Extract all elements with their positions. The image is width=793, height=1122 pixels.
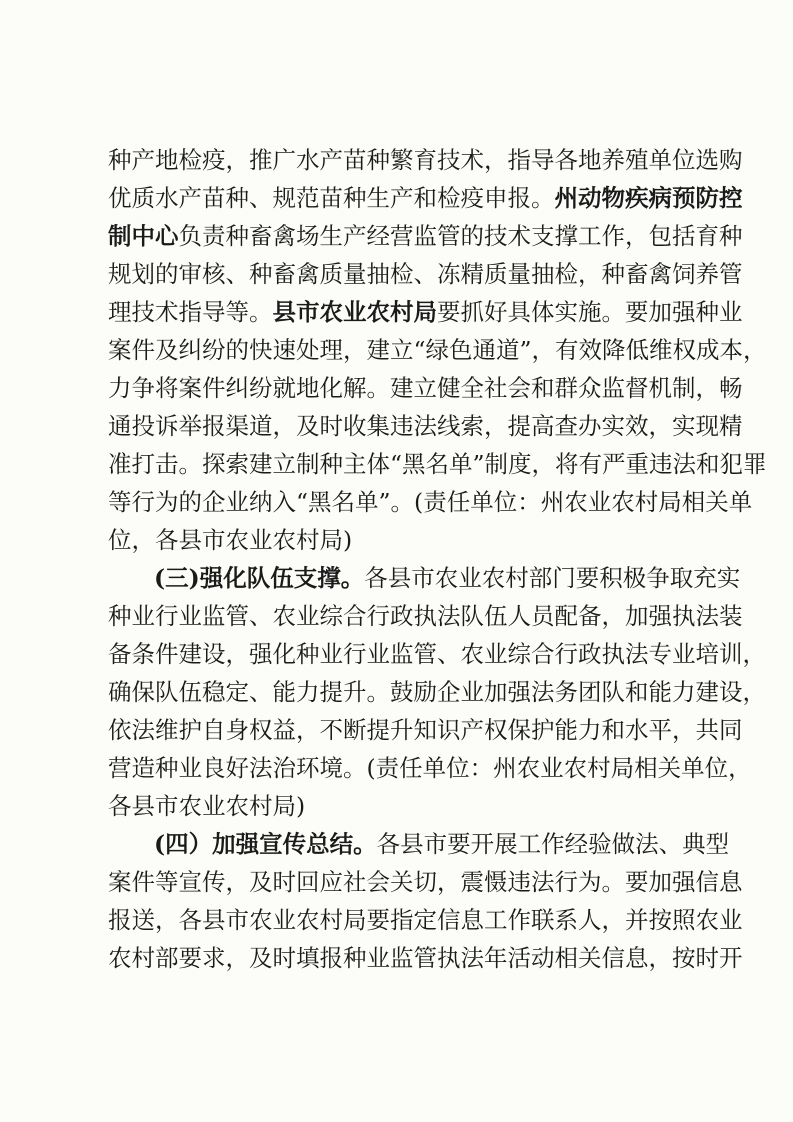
text-line: [108, 597, 743, 635]
text-segment: 位，各县市农业农村局): [108, 526, 353, 554]
text-line: [108, 179, 743, 217]
text-line: [108, 483, 753, 521]
text-segment: 案件及纠纷的快速处理，建立“绿色通道”，有效降低维权成本，: [108, 336, 767, 364]
text-segment: 等行为的企业纳入“黑名单”。(责任单位：州农业农村局相关单: [108, 488, 753, 516]
text-segment: 各县市农业农村部门要积极争取充实: [364, 564, 741, 592]
text-line: [108, 749, 752, 787]
text-segment: 种产地检疫，推广水产苗种繁育技术，指导各地养殖单位选购: [108, 146, 743, 174]
text-line: [108, 521, 692, 559]
text-line: [108, 217, 743, 255]
text-line: [108, 825, 730, 863]
text-line: [108, 787, 692, 825]
text-segment: 案件等宣传，及时回应社会关切，震慑违法行为。要加强信息: [108, 868, 743, 896]
text-segment: 力争将案件纠纷就地化解。建立健全社会和群众监督机制，畅: [108, 374, 743, 402]
text-segment: 通投诉举报渠道，及时收集违法线索，提高查办实效，实现精: [108, 412, 743, 440]
text-segment: 各县市农业农村局): [108, 792, 306, 820]
body-text: [108, 141, 767, 977]
text-segment: 农村部要求，及时填报种业监管执法年活动相关信息，按时开: [108, 944, 743, 972]
bold-text-segment: 县市农业农村局: [272, 298, 437, 326]
text-segment: 优质水产苗种、规范苗种生产和检疫申报。: [108, 184, 555, 212]
text-line: [108, 901, 743, 939]
text-line: [108, 863, 743, 901]
text-line: [108, 939, 743, 977]
bold-text-segment: (四）加强宣传总结。: [154, 830, 377, 858]
text-line: [108, 407, 743, 445]
text-line: [108, 369, 743, 407]
text-segment: 规划的审核、种畜禽质量抽检、冻精质量抽检，种畜禽饲养管: [108, 260, 743, 288]
text-line: [108, 711, 743, 749]
bold-text-segment: (三)强化队伍支撑。: [154, 564, 365, 592]
text-line: [108, 293, 743, 331]
text-line: [108, 255, 743, 293]
text-segment: 理技术指导等。: [108, 298, 273, 326]
text-segment: 备条件建设，强化种业行业监管、农业综合行政执法专业培训，: [108, 640, 766, 668]
text-segment: 要抓好具体实施。要加强种业: [437, 298, 743, 326]
text-segment: 确保队伍稳定、能力提升。鼓励企业加强法务团队和能力建设，: [108, 678, 766, 706]
text-line: [108, 559, 741, 597]
text-segment: 报送，各县市农业农村局要指定信息工作联系人，并按照农业: [108, 906, 743, 934]
text-line: [108, 673, 766, 711]
text-segment: 准打击。探索建立制种主体“黑名单”制度，将有严重违法和犯罪: [108, 450, 767, 478]
text-segment: 种业行业监管、农业综合行政执法队伍人员配备，加强执法装: [108, 602, 743, 630]
text-line: [108, 331, 767, 369]
bold-text-segment: 州动物疾病预防控: [554, 184, 743, 212]
text-line: [108, 635, 766, 673]
text-segment: 负责种畜禽场生产经营监管的技术支撑工作，包括育种: [178, 222, 743, 250]
text-segment: 营造种业良好法治环境。(责任单位：州农业农村局相关单位，: [108, 754, 752, 782]
text-segment: 依法维护自身权益，不断提升知识产权保护能力和水平，共同: [108, 716, 743, 744]
text-segment: 各县市要开展工作经验做法、典型: [376, 830, 730, 858]
text-line: [108, 141, 743, 179]
text-line: [108, 445, 767, 483]
bold-text-segment: 制中心: [108, 222, 179, 250]
